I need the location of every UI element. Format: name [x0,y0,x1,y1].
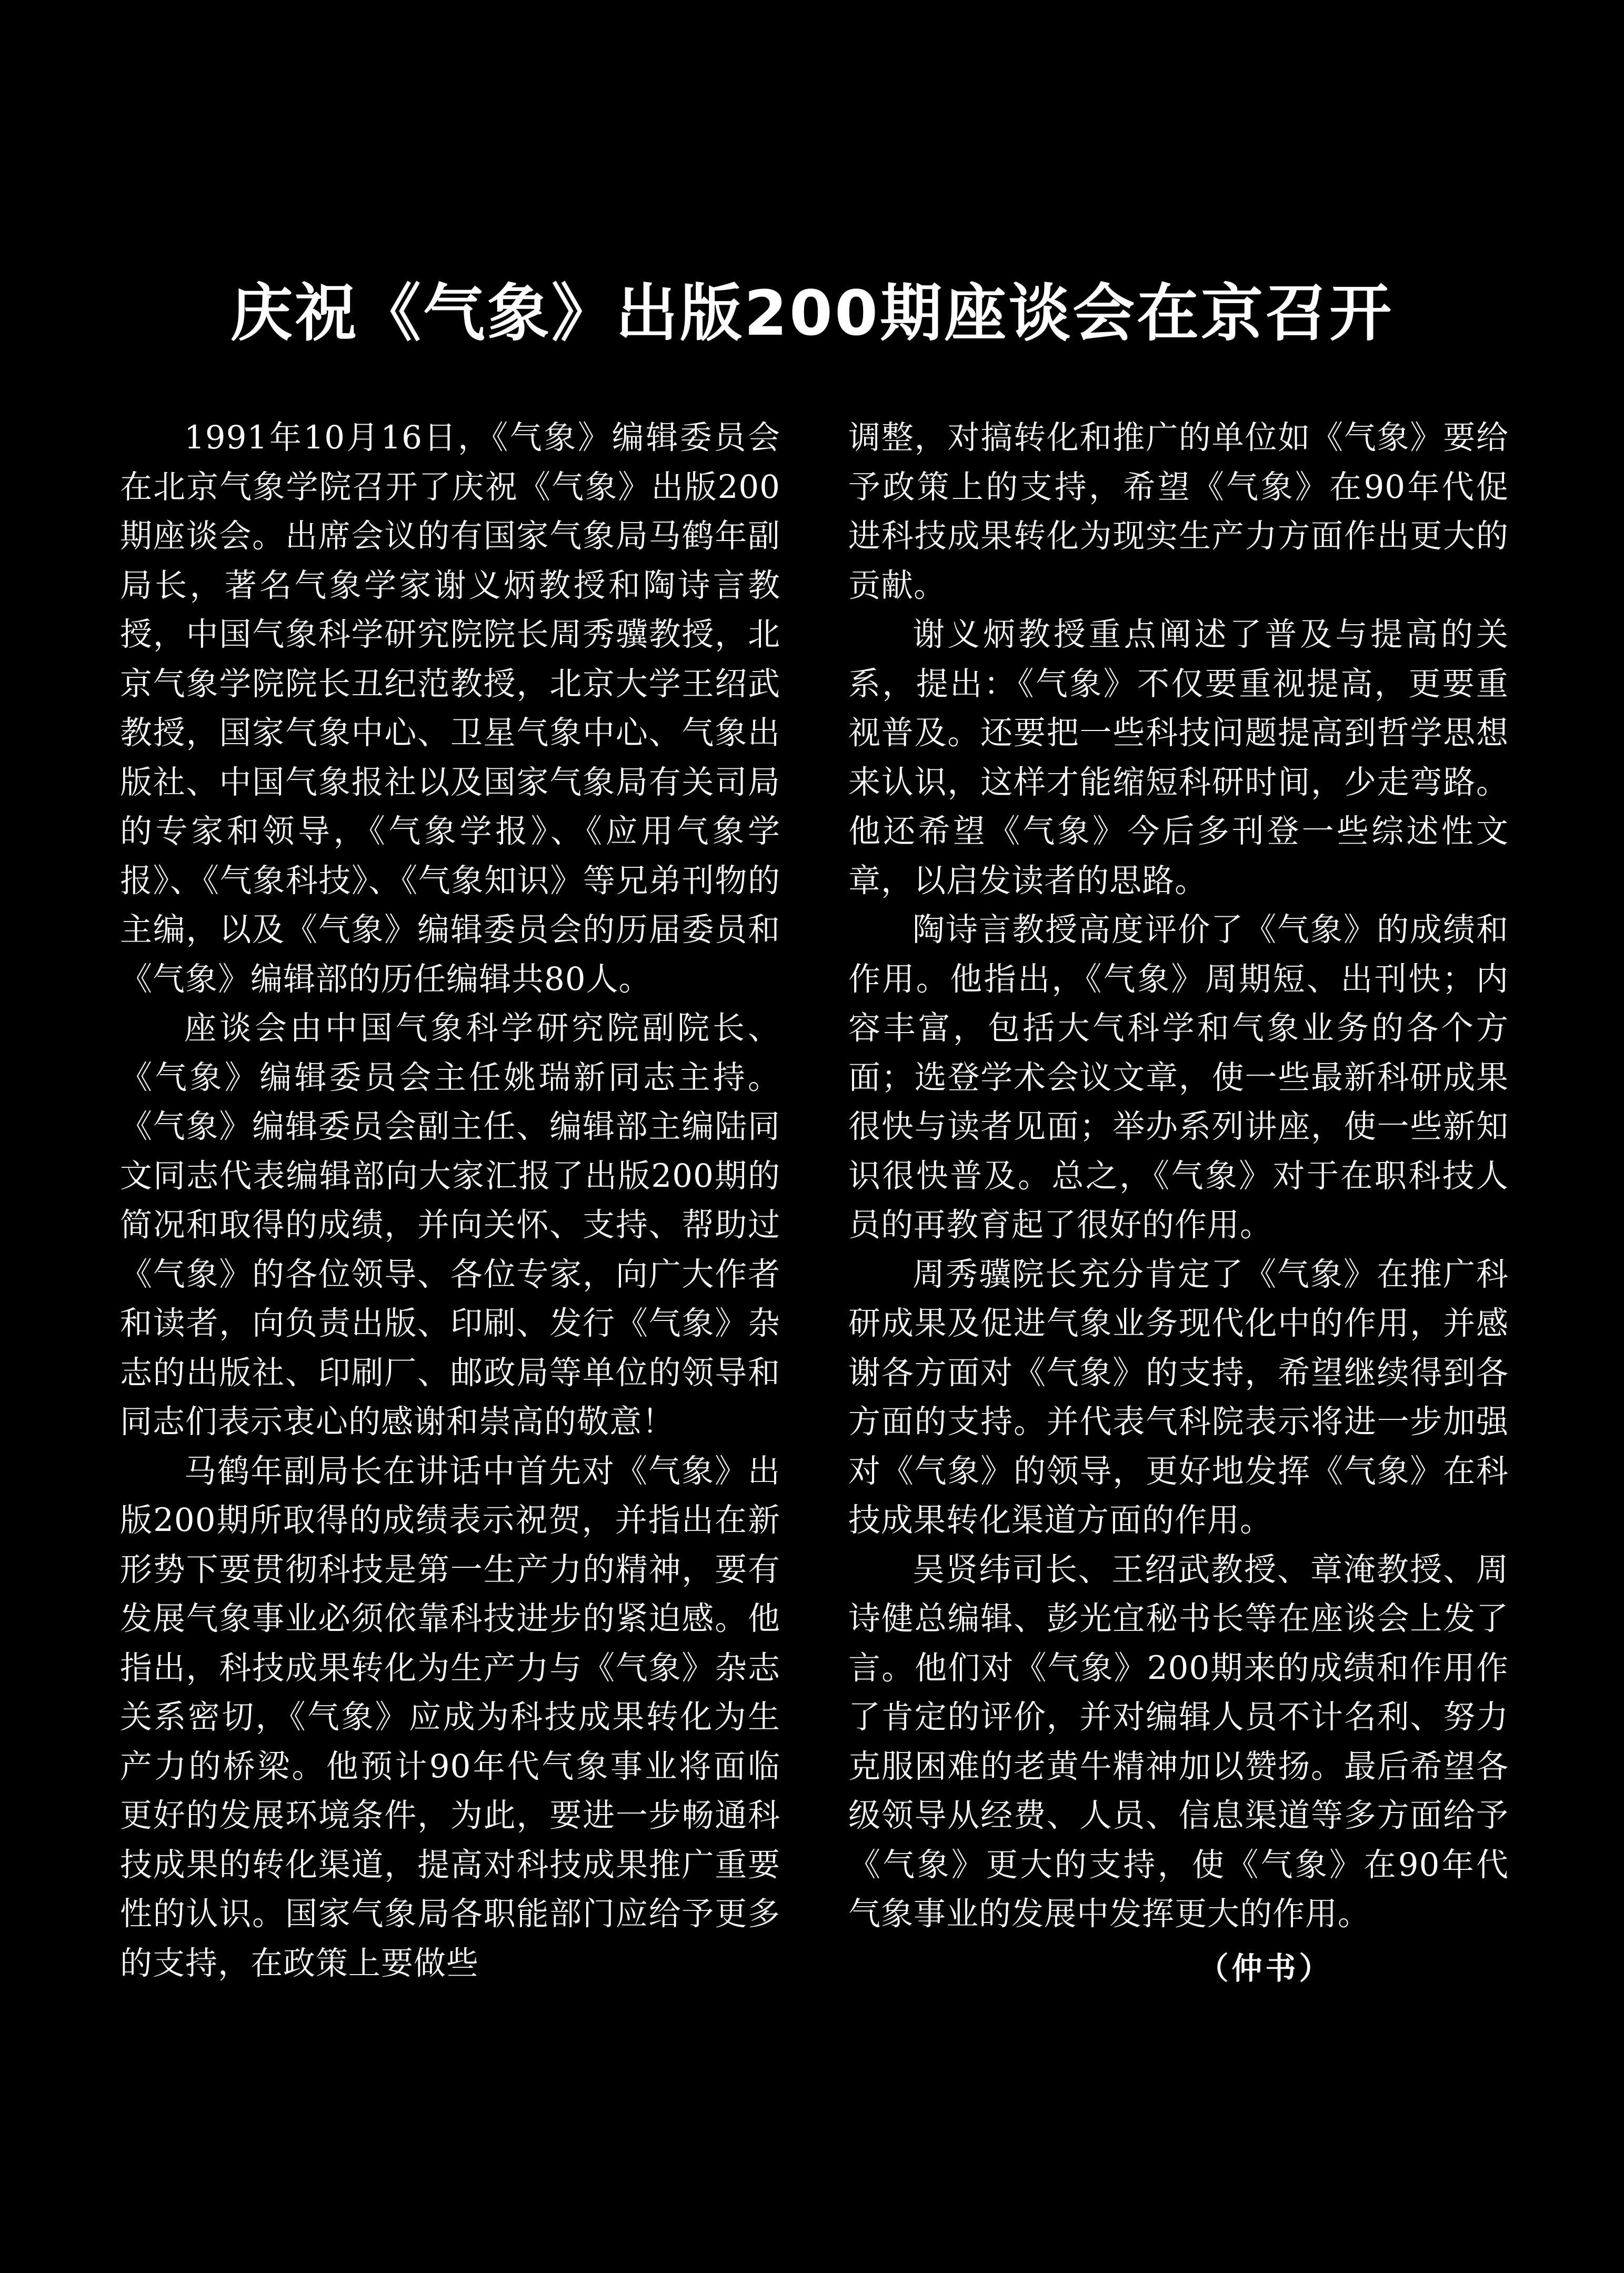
paragraph-meeting-overview: 1991年10月16日，《气象》编辑委员会在北京气象学院召开了庆祝《气象》出版200期座谈会。出席会议的有国家气象局马鹤年副局长，著名气象学家谢义炳教授和陶诗言教授，中国气象科学研究院院长周秀骥教授，北京气象学院院长丑纪范教授，北京大学王绍武教授，国家气象中心、卫星气象中心、气象出版社、中国气象报社以及国家气象局有关司局的专家和领导，《气象学报》、《应用气象学报》、《气象科技》、《气象知识》等兄弟刊物的主编，以及《气象》编辑委员会的历届委员和《气象》编辑部的历任编辑共80人。 [120,419,780,998]
paragraph-other-speakers: 吴贤纬司长、王绍武教授、章淹教授、周诗健总编辑、彭光宜秘书长等在座谈会上发了言。他们对《气象》200期来的成绩和作用作了肯定的评价，并对编辑人员不计名利、努力克服困难的老黄牛精神加以赞扬。最后希望各级领导从经费、人员、信息渠道等多方面给予《气象》更大的支持，使《气象》在90年代气象事业的发展中发挥更大的作用。 [848,1550,1509,1932]
paragraph-meeting-host: 座谈会由中国气象科学研究院副院长、《气象》编辑委员会主任姚瑞新同志主持。《气象》编辑委员会副主任、编辑部主编陆同文同志代表编辑部向大家汇报了出版200期的简况和取得的成绩，并向关怀、支持、帮助过《气象》的各位领导、各位专家，向广大作者和读者，向负责出版、印刷、发行《气象》杂志的出版社、印刷厂、邮政局等单位的领导和同志们表示衷心的感谢和崇高的敬意！ [120,1009,780,1440]
article-title: 庆祝《气象》出版200期座谈会在京召开 [230,277,1394,349]
paragraph-zhou-xiuji: 周秀骥院长充分肯定了《气象》在推广科研成果及促进气象业务现代化中的作用，并感谢各方面对《气象》的支持，希望继续得到各方面的支持。并代表气科院表示将进一步加强对《气象》的领导，更好地发挥《气象》在科技成果转化渠道方面的作用。 [848,1255,1509,1539]
article-author: （仲书） [1198,1950,1333,1986]
paragraph-ma-henian-speech: 马鹤年副局长在讲话中首先对《气象》出版200期所取得的成绩表示祝贺，并指出在新形势下要贯彻科技是第一生产力的精神，要有发展气象事业必须依靠科技进步的紧迫感。他指出，科技成果转化为生产力与《气象》杂志关系密切，《气象》应成为科技成果转化为生产力的桥梁。他预计90年代气象事业将面临更好的发展环境条件，为此，要进一步畅通科技成果的转化渠道，提高对科技成果推广重要性的认识。国家气象局各职能部门应给予更多的支持，在政策上要做些 [120,1452,780,1982]
paragraph-xie-yibing: 谢义炳教授重点阐述了普及与提高的关系，提出：《气象》不仅要重视提高，更要重视普及。还要把一些科技问题提高到哲学思想来认识，这样才能缩短科研时间，少走弯路。他还希望《气象》今后多刊登一些综述性文章，以启发读者的思路。 [848,616,1509,899]
left-column [120,413,780,1988]
right-column [848,413,1509,1993]
paragraph-tao-shiyan: 陶诗言教授高度评价了《气象》的成绩和作用。他指出，《气象》周期短、出刊快；内容丰富，包括大气科学和气象业务的各个方面；选登学术会议文章，使一些最新科研成果很快与读者见面；举办系列讲座，使一些新知识很快普及。总之，《气象》对于在职科技人员的再教育起了很好的作用。 [848,911,1509,1244]
paragraph-ma-henian-speech-continued: 调整，对搞转化和推广的单位如《气象》要给予政策上的支持，希望《气象》在90年代促进科技成果转化为现实生产力方面作出更大的贡献。 [848,419,1509,604]
